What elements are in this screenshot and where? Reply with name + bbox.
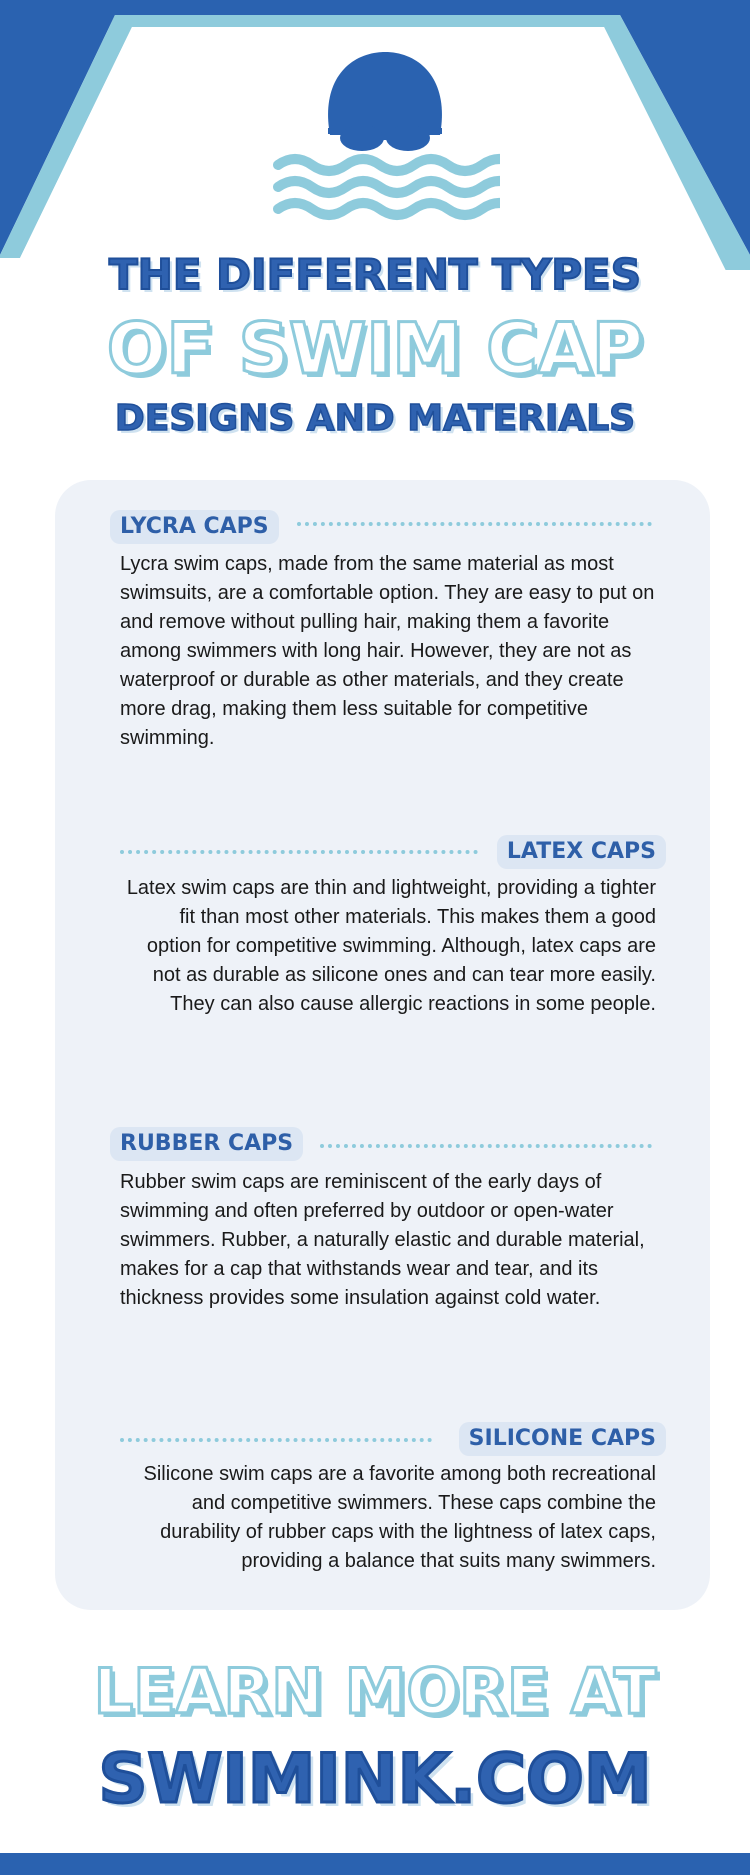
section-body-lycra: Lycra swim caps, made from the same material as most swimsuits, are a comfortable option. They are easy to put on and remove without pulling hair, making them a favorite among swimmers with long hair. However, they are not as waterproof or durable as other materials, and they create more drag, making them less suitable for competitive swimming. <box>120 553 655 749</box>
swimmer-cap-goggles-waves-icon <box>270 50 500 222</box>
section-body-rubber: Rubber swim caps are reminiscent of the early days of swimming and often preferred by outdoor or open-water swimmers. Rubber, a naturally elastic and durable material, makes for a cap that withstands wear and tear, and its thickness provides some insulation against cold water. <box>120 1171 645 1309</box>
dotted-divider <box>120 850 478 854</box>
title-line-3: DESIGNS AND MATERIALS <box>114 398 636 439</box>
section-title-latex: LATEX CAPS <box>497 835 666 869</box>
cta-website[interactable]: SWIMINK.COM <box>98 1740 652 1819</box>
cta-line-1: LEARN MORE AT <box>93 1655 657 1728</box>
dotted-divider <box>120 1438 432 1442</box>
section-title-lycra: LYCRA CAPS <box>110 510 279 544</box>
footer-bar <box>0 1853 750 1875</box>
dotted-divider <box>297 522 652 526</box>
dotted-divider <box>320 1144 652 1148</box>
section-title-rubber: RUBBER CAPS <box>110 1127 303 1161</box>
section-title-silicone: SILICONE CAPS <box>459 1422 666 1456</box>
title-line-1: THE DIFFERENT TYPES <box>109 250 641 299</box>
section-body-latex: Latex swim caps are thin and lightweight, providing a tighter fit than most other materials. This makes them a good option for competitive swimming. Although, latex caps are not as durable as silicone ones and can tear more easily. They can also cause allergic reactions in some people. <box>126 877 656 1015</box>
title-line-2: OF SWIM CAP <box>106 308 644 390</box>
section-body-silicone: Silicone swim caps are a favorite among both recreational and competitive swimmers. These caps combine the durability of rubber caps with the lightness of latex caps, providing a balance that suits many swimmers. <box>143 1463 656 1572</box>
